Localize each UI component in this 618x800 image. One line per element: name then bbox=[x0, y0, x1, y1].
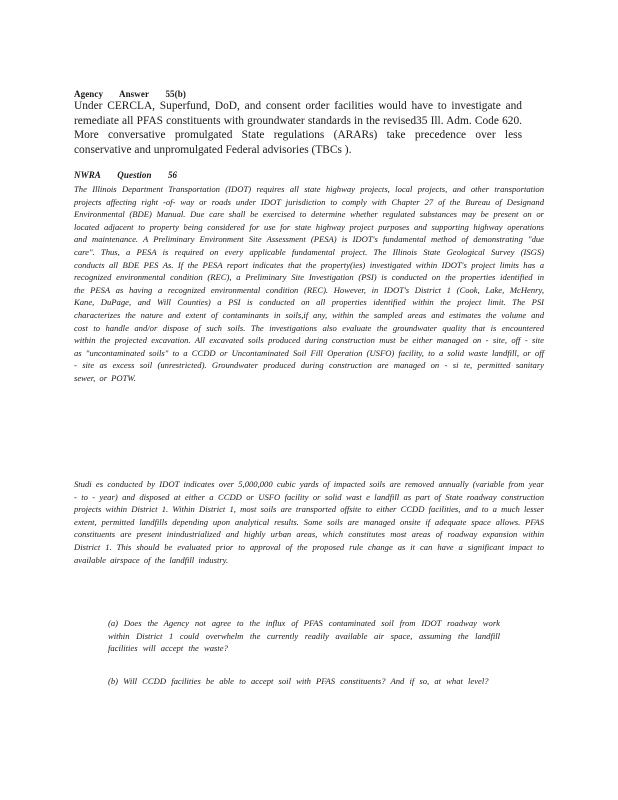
agency-label: Agency bbox=[74, 89, 104, 99]
answer-heading bbox=[74, 89, 200, 99]
question-org: NWRA bbox=[74, 170, 101, 180]
answer-label: Answer bbox=[118, 89, 150, 99]
sub-question-a: (a) Does the Agency not agree to the influx of PFAS contaminated soil from IDOT roadway work within District 1 could overwhelm the currently readily available air space, assuming the landfill facilities will accept the waste? bbox=[108, 618, 500, 654]
answer-paragraph: Under CERCLA, Superfund, DoD, and consent order facilities would have to investigate and remediate all PFAS constituents with groundwater standards in the revised35 Ill. Adm. Code 620. More conversative promulgated State regulations (ARARs) take precedence over less conservative and unpromulgated Federal advisories (TBCs ). bbox=[74, 100, 522, 156]
question-heading bbox=[74, 170, 191, 180]
question-number: 56 bbox=[167, 170, 178, 180]
question-paragraph-2: Studi es conducted by IDOT indicates over 5,000,000 cubic yards of impacted soils are removed annually (variable from year - to - year) and disposed at either a CCDD or USFO facility or solid wast e landfill as part of State roadway construction projects within District 1. Within District 1, most soils are transported offsite to either CCDD facilities, and to a much lesser extent, permitted landfills depending upon analytical results. Some soils are managed onsite if adequate space allows. PFAS constituents are present inindustrialized and highly urban areas, which constitutes most areas of roadway expansion within District 1. This should be evaluated prior to approval of the proposed rule change as it can have a significant impact to available airspace of the landfill industry. bbox=[74, 479, 544, 565]
question-label: Question bbox=[117, 170, 152, 180]
answer-number: 55(b) bbox=[165, 89, 186, 99]
question-paragraph-1: The Illinois Department Transportation (IDOT) requires all state highway projects, local projects, and other transportation projects affecting right -of- way or roads under IDOT jurisdiction to comply with Chapter 27 of the Bureau of Designand Environmental (BDE) Manual. Due care shall be exercised to determine whether regulated substances may be present on or located adjacent to property being considered for use for state highway project purposes and supporting highway operations and maintenance. A Preliminary Environment Site Assessment (PESA) is IDOT's fundamental method of demonstrating "due care". Thus, a PESA is required on every applicable fundamental project. The Illinois State Geological Survey (ISGS) conducts all BDE PES As. If the PESA report indicates that the property(ies) investigated within IDOT's project limits has a recognized environmental condition (REC), a Preliminary Site Investigation (PSI) is conducted on the properties identified in the PESA as having a recognized environmental condition (REC). However, in IDOT's District 1 (Cook, Lake, McHenry, Kane, DuPage, and Will Counties) a PSI is conducted on all properties identified within the project limit. The PSI characterizes the nature and extent of contaminants in soils,if any, within the sampled areas and estimates the volume and cost to handle and/or dispose of such soils. The investigations also evaluate the groundwater quality that is encountered within the projected excavation. All excavated soils produced during construction must be either managed on - site, off - site as "uncontaminated soils" to a CCDD or Uncontaminated Soil Fill Operation (USFO) facility, to a solid waste landfill, or off - site as excess soil (unrestricted). Groundwater produced during construction are managed on - si te, permitted sanitary sewer, or POTW. bbox=[74, 184, 544, 383]
sub-question-b: (b) Will CCDD facilities be able to accept soil with PFAS constituents? And if so, at what level? bbox=[108, 676, 489, 686]
